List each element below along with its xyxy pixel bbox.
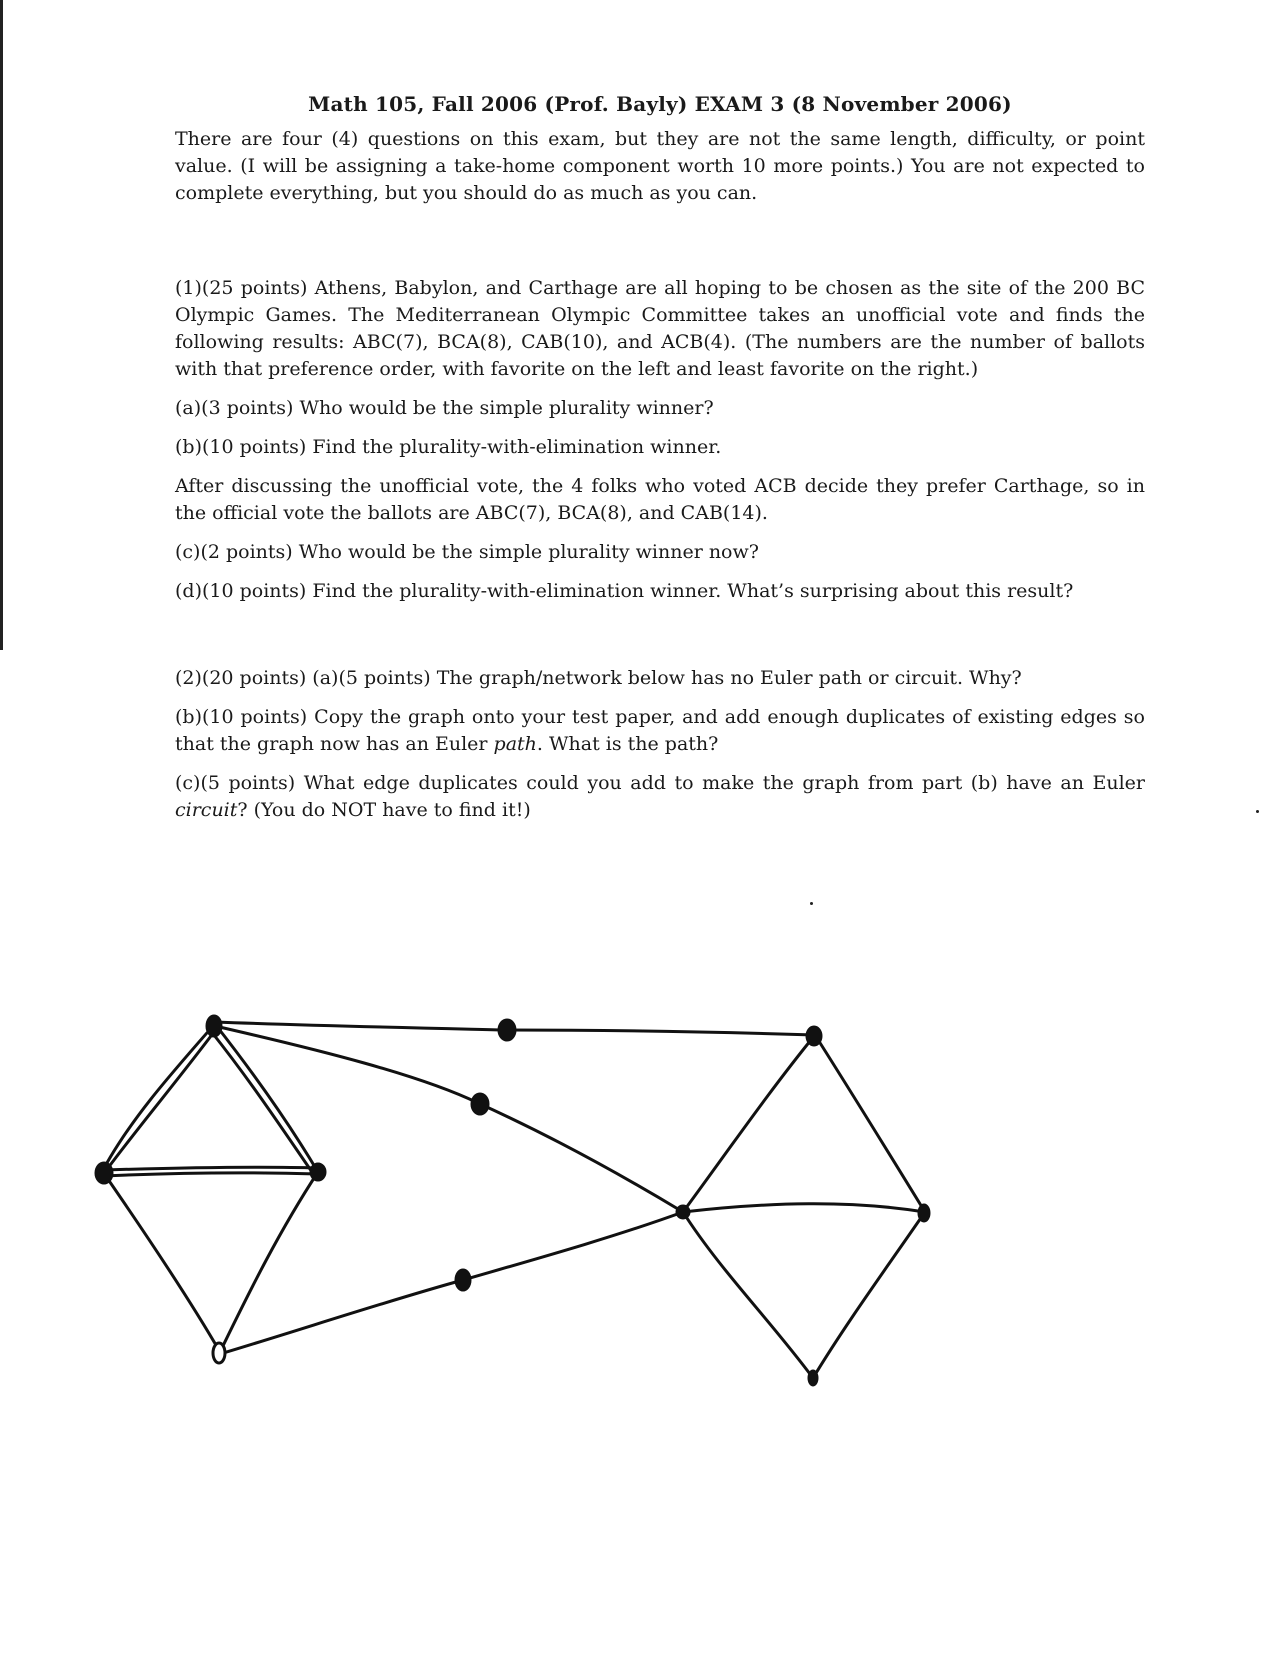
graph-vertex [676, 1205, 690, 1219]
graph-vertex [455, 1269, 471, 1291]
graph-edge [815, 1035, 925, 1212]
network-graph [0, 980, 1280, 1440]
graph-edge [103, 1167, 318, 1170]
graph-edge [210, 1030, 312, 1172]
graph-edge [103, 1173, 318, 1176]
graph-edge [103, 1172, 220, 1352]
exam-instructions: There are four (4) questions on this exam, but they are not the same length, difficulty, or point value. (I will be assigning a take-home component worth 10 more points.) You are not expected to complete everything, but you should do as much as you can. [175, 128, 1145, 204]
graph-edge [683, 1204, 925, 1212]
scan-speck [1256, 810, 1259, 813]
graph-edge [103, 1026, 213, 1170]
graph-vertex [95, 1162, 113, 1184]
question-1d: (d)(10 points) Find the plurality-with-elimination winner. What’s surprising about this result? [175, 580, 1074, 602]
graph-edge [683, 1212, 813, 1378]
graph-edge [220, 1212, 683, 1354]
question-1a: (a)(3 points) Who would be the simple plurality winner? [175, 397, 714, 419]
question-2b: (b)(10 points) Copy the graph onto your test paper, and add enough duplicates of existing edges so that the graph now has an Euler path. What is the path? [175, 706, 1145, 755]
graph-vertex [206, 1015, 222, 1037]
question-1-stem: (1)(25 points) Athens, Babylon, and Carthage are all hoping to be chosen as the site of the 200 BC Olympic Games. The Mediterranean Olympic Committee takes an unofficial vote and finds the following results: ABC(7), BCA(8), CAB(10), and ACB(4). (The numbers are the number of ballots with that preference order, with favorite on the left and least favorite on the right.) [175, 277, 1145, 380]
graph-vertex [498, 1019, 516, 1041]
question-2c: (c)(5 points) What edge duplicates could you add to make the graph from part (b) have an Euler circuit? (You do NOT have to find it!) [175, 772, 1145, 821]
question-2a: (2)(20 points) (a)(5 points) The graph/network below has no Euler path or circuit. Why? [175, 667, 1022, 689]
question-1c: (c)(2 points) Who would be the simple plurality winner now? [175, 541, 759, 563]
question-1b: (b)(10 points) Find the plurality-with-elimination winner. [175, 436, 722, 458]
graph-vertex [471, 1093, 489, 1115]
scan-speck [810, 902, 813, 905]
graph-edge [220, 1172, 318, 1352]
exam-page [175, 92, 1145, 836]
graph-vertex [310, 1163, 326, 1181]
page-edge-rule [0, 0, 3, 650]
exam-title: Math 105, Fall 2006 (Prof. Bayly) EXAM 3 (8 November 2006) [308, 92, 1012, 116]
graph-vertex [808, 1370, 818, 1386]
graph-edge [813, 1212, 925, 1378]
graph-edges [103, 1022, 925, 1378]
graph-vertices [95, 1015, 930, 1386]
graph-vertex [918, 1204, 930, 1222]
graph-vertex [806, 1026, 822, 1046]
graph-vertex [213, 1343, 225, 1363]
graph-edge [683, 1035, 815, 1212]
graph-edge [108, 1028, 217, 1168]
question-1-followup: After discussing the unofficial vote, the 4 folks who voted ACB decide they prefer Carthage, so in the official vote the ballots are ABC(7), BCA(8), and CAB(14). [175, 475, 1145, 524]
